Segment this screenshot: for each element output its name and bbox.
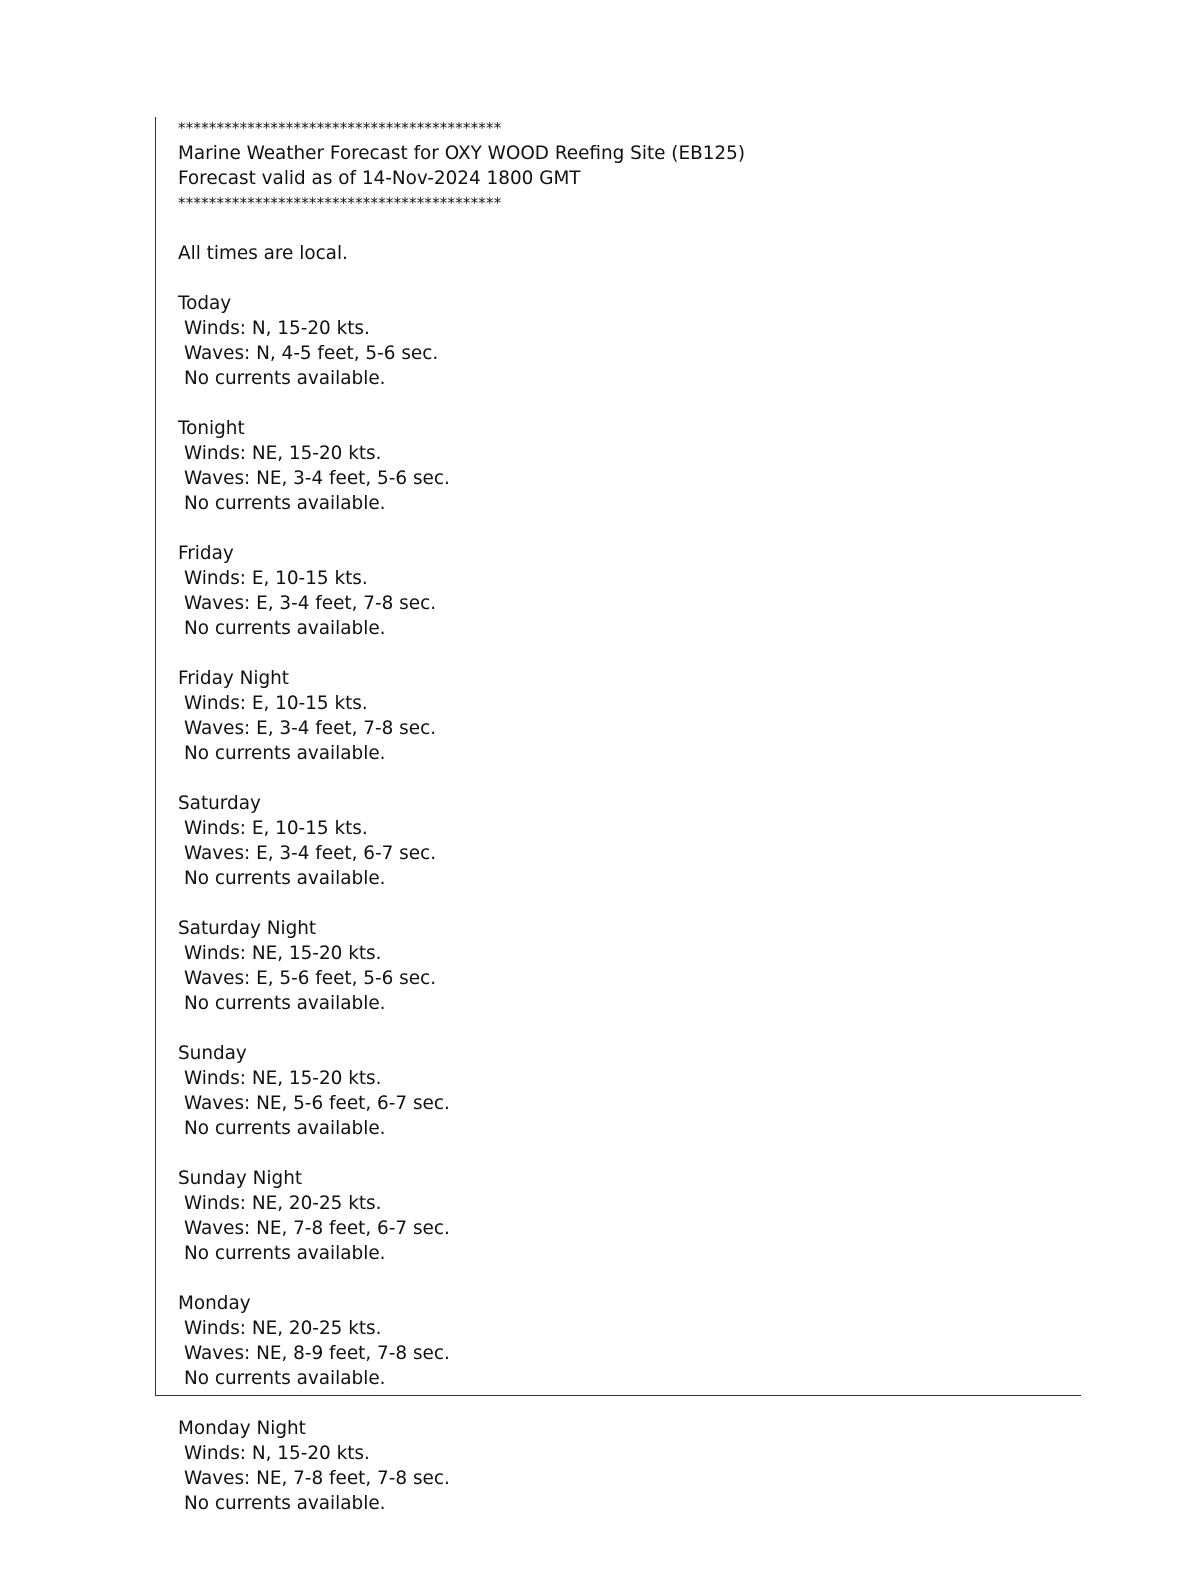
- period-currents: No currents available.: [184, 993, 386, 1014]
- period-name: Today: [178, 293, 232, 314]
- period-waves: Waves: NE, 7-8 feet, 7-8 sec.: [184, 1468, 450, 1489]
- forecast-valid-time: Forecast valid as of 14-Nov-2024 1800 GMT: [178, 168, 581, 189]
- period-currents: No currents available.: [184, 618, 386, 639]
- period-waves: Waves: E, 3-4 feet, 6-7 sec.: [184, 843, 437, 864]
- forecast-period: [178, 1041, 1058, 1141]
- period-currents: No currents available.: [184, 868, 386, 889]
- spacer: [178, 1391, 1058, 1416]
- forecast-period: [178, 416, 1058, 516]
- forecast-period: [178, 666, 1058, 766]
- spacer: [178, 266, 1058, 291]
- period-currents: No currents available.: [184, 1118, 386, 1139]
- spacer: [178, 766, 1058, 791]
- spacer: [178, 641, 1058, 666]
- forecast-period: [178, 1416, 1058, 1516]
- period-name: Saturday Night: [178, 918, 317, 939]
- period-waves: Waves: NE, 3-4 feet, 5-6 sec.: [184, 468, 450, 489]
- period-waves: Waves: NE, 8-9 feet, 7-8 sec.: [184, 1343, 450, 1364]
- spacer: [178, 891, 1058, 916]
- period-name: Sunday: [178, 1043, 247, 1064]
- period-winds: Winds: E, 10-15 kts.: [184, 568, 368, 589]
- period-waves: Waves: NE, 7-8 feet, 6-7 sec.: [184, 1218, 450, 1239]
- forecast-content: [178, 116, 1058, 1516]
- forecast-period: [178, 916, 1058, 1016]
- header-stars-bottom: ******************************************: [178, 194, 502, 212]
- forecast-period: [178, 1291, 1058, 1391]
- period-name: Friday Night: [178, 668, 289, 689]
- time-note: All times are local.: [178, 243, 348, 264]
- period-currents: No currents available.: [184, 1243, 386, 1264]
- period-currents: No currents available.: [184, 1493, 386, 1514]
- period-waves: Waves: NE, 5-6 feet, 6-7 sec.: [184, 1093, 450, 1114]
- forecast-period: [178, 291, 1058, 391]
- period-winds: Winds: NE, 15-20 kts.: [184, 443, 382, 464]
- left-border-rule: [155, 117, 156, 1396]
- forecast-title: Marine Weather Forecast for OXY WOOD Reefing Site (EB125): [178, 143, 746, 164]
- period-currents: No currents available.: [184, 743, 386, 764]
- period-winds: Winds: NE, 15-20 kts.: [184, 943, 382, 964]
- period-winds: Winds: NE, 20-25 kts.: [184, 1318, 382, 1339]
- period-winds: Winds: N, 15-20 kts.: [184, 1443, 370, 1464]
- spacer: [178, 1016, 1058, 1041]
- header-stars-top: ******************************************: [178, 119, 502, 137]
- period-name: Saturday: [178, 793, 261, 814]
- period-waves: Waves: E, 3-4 feet, 7-8 sec.: [184, 718, 437, 739]
- period-currents: No currents available.: [184, 368, 386, 389]
- period-winds: Winds: N, 15-20 kts.: [184, 318, 370, 339]
- period-name: Monday: [178, 1293, 251, 1314]
- period-waves: Waves: E, 3-4 feet, 7-8 sec.: [184, 593, 437, 614]
- period-currents: No currents available.: [184, 1368, 386, 1389]
- spacer: [178, 1266, 1058, 1291]
- spacer: [178, 516, 1058, 541]
- spacer: [178, 391, 1058, 416]
- spacer: [178, 216, 1058, 241]
- period-winds: Winds: NE, 15-20 kts.: [184, 1068, 382, 1089]
- period-waves: Waves: N, 4-5 feet, 5-6 sec.: [184, 343, 439, 364]
- forecast-period: [178, 541, 1058, 641]
- period-name: Friday: [178, 543, 234, 564]
- period-winds: Winds: E, 10-15 kts.: [184, 818, 368, 839]
- period-waves: Waves: E, 5-6 feet, 5-6 sec.: [184, 968, 437, 989]
- spacer: [178, 1141, 1058, 1166]
- forecast-period: [178, 791, 1058, 891]
- period-currents: No currents available.: [184, 493, 386, 514]
- period-name: Tonight: [178, 418, 245, 439]
- period-winds: Winds: NE, 20-25 kts.: [184, 1193, 382, 1214]
- period-winds: Winds: E, 10-15 kts.: [184, 693, 368, 714]
- period-name: Sunday Night: [178, 1168, 303, 1189]
- period-name: Monday Night: [178, 1418, 306, 1439]
- forecast-period: [178, 1166, 1058, 1266]
